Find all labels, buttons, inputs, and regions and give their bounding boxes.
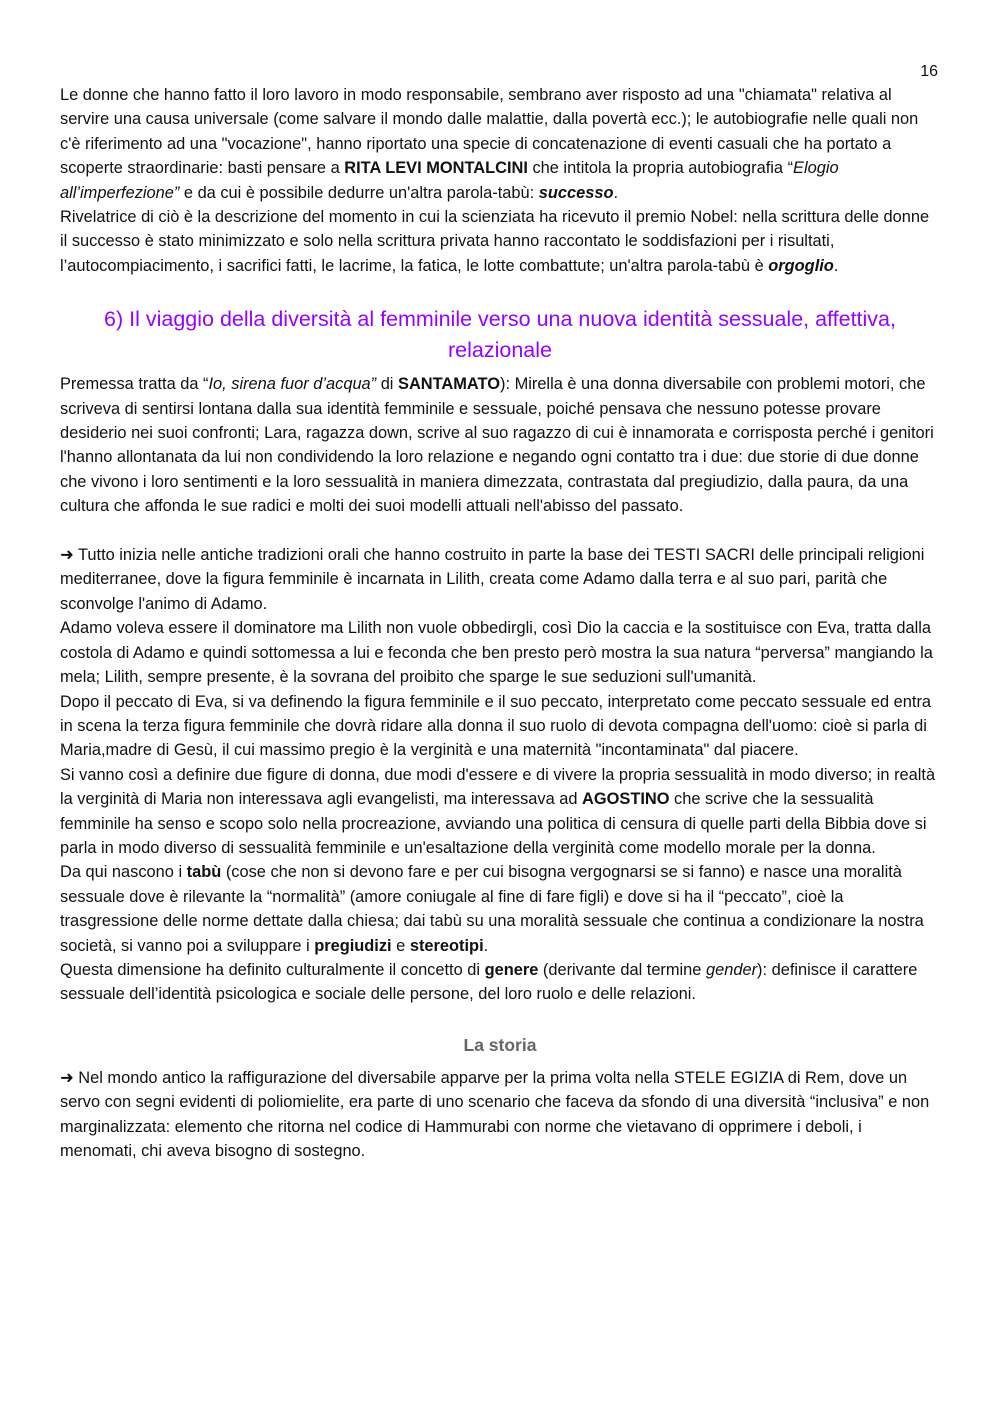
paragraph-genere bbox=[60, 958, 940, 1007]
text-run: Da qui nascono i bbox=[60, 863, 187, 882]
paragraph-vocazione bbox=[60, 83, 940, 205]
text-run: che intitola la propria autobiografia “ bbox=[527, 159, 794, 178]
text-run: Premessa tratta da “ bbox=[60, 375, 209, 394]
bold-name-agostino: AGOSTINO bbox=[582, 790, 670, 809]
paragraph-tabu bbox=[60, 860, 940, 958]
page-number: 16 bbox=[920, 63, 938, 80]
subheading-la-storia: La storia bbox=[463, 1034, 537, 1055]
text-run: Si vanno così a definire due figure di donna, due modi d'essere e di vivere la propria sessualità in modo diverso; in realtà la verginità di Maria non interessava agli evangelisti, ma interessava ad bbox=[60, 765, 936, 809]
text-run: e bbox=[391, 936, 410, 955]
text-run: . bbox=[613, 183, 619, 202]
taboo-word-successo: successo bbox=[538, 183, 614, 202]
taboo-word-orgoglio: orgoglio bbox=[768, 256, 834, 275]
italic-book-title: Io, sirena fuor d’acqua” bbox=[208, 375, 377, 394]
paragraph-origini: ➜ Tutto inizia nelle antiche tradizioni orali che hanno costruito in parte la base dei TESTI SACRI delle principali religioni mediterranee, dove la figura femminile è incarnata in Lilith, creata come Adamo dalla terra e al suo pari, parità che sconvolge l'animo di Adamo. bbox=[60, 546, 925, 613]
bold-name-montalcini: RITA LEVI MONTALCINI bbox=[344, 159, 528, 178]
text-run: Le donne che hanno fatto il loro lavoro in modo responsabile, sembrano aver risposto ad una "chiamata" relativa al servire una causa universale (come salvare il mondo dalle malattie, dalla povertà ecc.); le autobiografie nelle quali non c'è riferimento ad una "vocazione", hanno riportato una specie di concatenazione di eventi casuali che ha portato a scoperte straordinarie: basti pensare a bbox=[60, 86, 919, 178]
bold-name-santamato: SANTAMATO bbox=[398, 375, 500, 394]
text-run: (derivante dal termine bbox=[538, 960, 706, 979]
section-heading bbox=[60, 304, 940, 366]
italic-term-gender: gender bbox=[705, 960, 758, 979]
paragraph-spacer bbox=[60, 519, 940, 543]
text-run: Rivelatrice di ciò è la descrizione del momento in cui la scienziata ha ricevuto il premio Nobel: nella scrittura delle donne il successo è stato minimizzato e solo nella scrittura privata hanno raccontato le soddisfazioni per i risultati, l’autocompiacimento, i sacrifici fatti, le lacrime, la fatica, le lotte combattute; un'altra parola-tabù è bbox=[60, 208, 930, 275]
document-body bbox=[60, 83, 940, 1163]
text-run: Questa dimensione ha definito culturalmente il concetto di bbox=[60, 960, 485, 979]
bold-term-tabu: tabù bbox=[186, 863, 222, 882]
text-run: ): definisce il carattere sessuale dell’identità psicologica e sociale delle persone, del loro ruolo e delle relazioni. bbox=[60, 960, 918, 1004]
paragraph-nobel bbox=[60, 205, 940, 278]
bold-term-genere: genere bbox=[484, 960, 539, 979]
text-run: ): Mirella è una donna diversabile con problemi motori, che scriveva di sentirsi lontana dalla sua identità femminile e sessuale, poiché pensava che nessuno potesse provare desiderio nei suoi confronti; Lara, ragazza down, scrive al suo ragazzo di cui è innamorata e corrisposta perché i genitori l'hanno allontanata da lui non condividendo la loro relazione e negando ogni contatto tra i due: due storie di due donne che vivono i loro sentimenti e la loro sessualità in maniera dimezzata, contrastata dal pregiudizio, dalla paura, da una cultura che affonda le sue radici e molti dei suoi modelli attuali nell'abisso del passato. bbox=[60, 375, 934, 516]
paragraph-eva: Dopo il peccato di Eva, si va definendo la figura femminile e il suo peccato, interpretato come peccato sessuale ed entra in scena la terza figura femminile che dovrà ridare alla donna il suo ruolo di devota compagna dell'uomo: cioè si parla di Maria,madre di Gesù, il cui massimo pregio è la verginità e una maternità "incontaminata" dal piacere. bbox=[60, 692, 932, 760]
paragraph-agostino bbox=[60, 763, 940, 861]
section-number: 6) bbox=[104, 307, 124, 332]
bold-term-pregiudizi: pregiudizi bbox=[314, 936, 392, 955]
text-run: . bbox=[483, 936, 489, 955]
italic-book-title: Elogio all’imperfezione” bbox=[60, 159, 839, 202]
text-run: (cose che non si devono fare e per cui bisogna vergognarsi se si fanno) e nasce una moralità sessuale dove è rilevante la “normalità” (amore coniugale al fine di fare figli) e dove si ha il “peccato”, cioè la trasgressione delle norme dettate dalla chiesa; dai tabù su una moralità sessuale che continua a condizionare la nostra società, si vanno poi a sviluppare i bbox=[60, 863, 924, 955]
paragraph-premessa bbox=[60, 372, 940, 518]
text-run: . bbox=[833, 256, 839, 275]
section-title: Il viaggio della diversità al femminile verso una nuova identità sessuale, affettiva, relazionale bbox=[129, 307, 896, 363]
text-run: di bbox=[376, 375, 399, 394]
text-run: che scrive che la sessualità femminile ha senso e scopo solo nella procreazione, avviando una politica di censura di quelle parti della Bibbia dove si parla in modo diverso di sessualità femminile e un'esaltazione della verginità come modello morale per la donna. bbox=[60, 790, 927, 857]
paragraph-stele-egizia: ➜ Nel mondo antico la raffigurazione del diversabile apparve per la prima volta nella STELE EGIZIA di Rem, dove un servo con segni evidenti di poliomielite, era parte di uno scenario che faceva da sfondo di una diversità “inclusiva” e non marginalizzata: elemento che ritorna nel codice di Hammurabi con norme che vietavano di opprimere i deboli, i menomati, chi aveva bisogno di sostegno. bbox=[60, 1068, 930, 1161]
bold-term-stereotipi: stereotipi bbox=[409, 936, 484, 955]
paragraph-adamo: Adamo voleva essere il dominatore ma Lilith non vuole obbedirgli, così Dio la caccia e la sostituisce con Eva, tratta dalla costola di Adamo e quindi sottomessa a lui e feconda che ben presto però mostra la sua natura “perversa” mangiando la mela; Lilith, sempre presente, è la sovrana del proibito che sparge le sue seduzioni sull'umanità. bbox=[60, 619, 933, 687]
text-run: e da cui è possibile dedurre un'altra parola-tabù: bbox=[179, 183, 539, 202]
